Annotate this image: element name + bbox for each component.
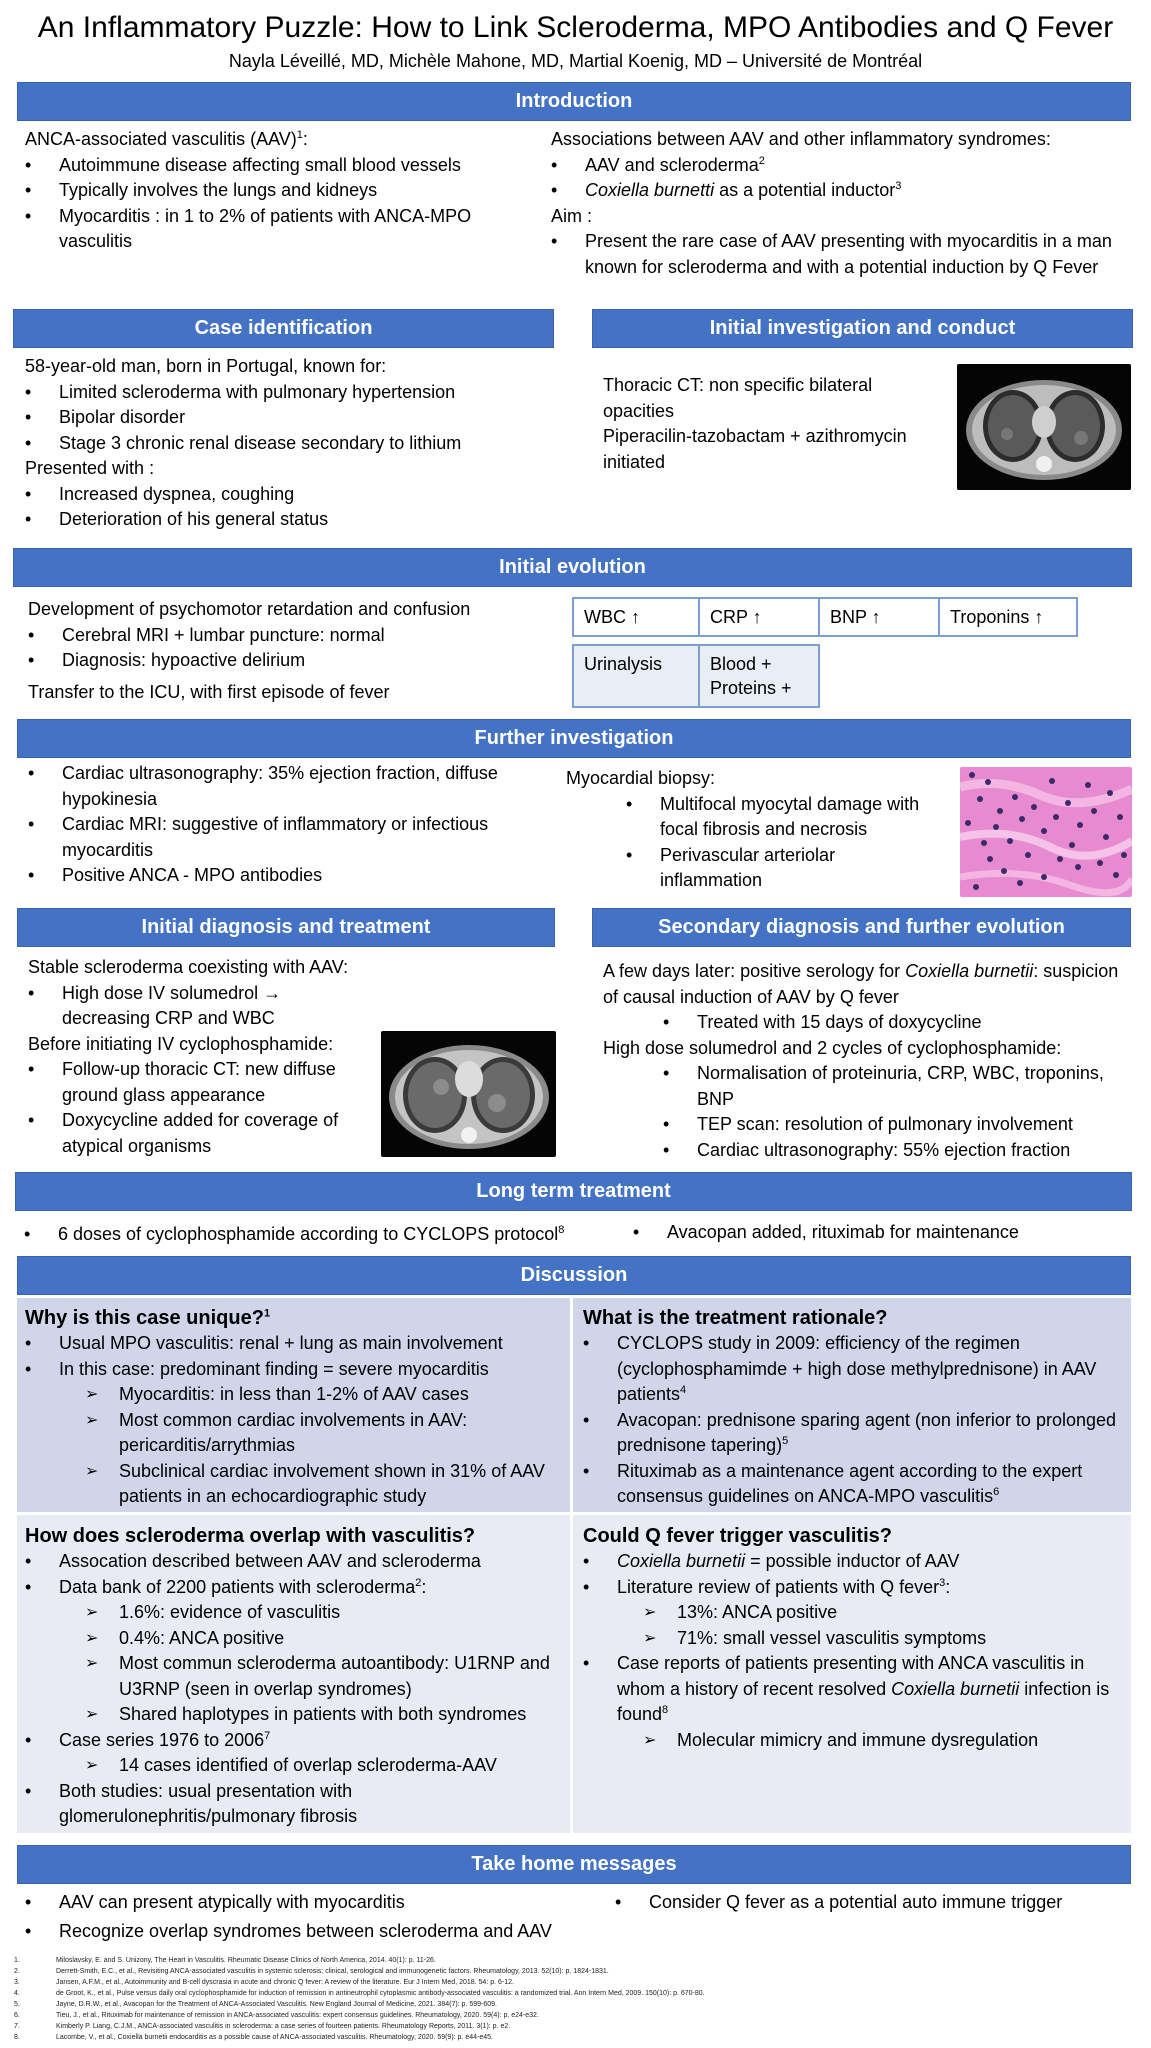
lab-cell: Urinalysis [573,645,699,707]
section-heading-further-investigation: Further investigation [17,719,1131,758]
biopsy-histology-image [960,767,1132,897]
initial-evolution-body [28,597,568,705]
case-identification-body [25,354,555,533]
reference-item: 1. Miloslavsky, E. and S. Unizony, The Heart in Vasculitis. Rheumatic Disease Clinics of North America, 2014. 40(1): p. 11-26. [14,1957,436,1964]
list-item: • Case series 1976 to 2006$^7$ [25,1728,570,1754]
list-item: • Autoimmune disease affecting small blood vessels [25,153,545,179]
initial-diagnosis-body [28,955,368,1159]
long-term-right [633,1220,1133,1246]
presented-label: Presented with : [25,458,155,478]
long-term-left [24,1222,644,1248]
reference-item: 7. Kimberly P. Liang, C.J.M., ANCA-associated vasculitis in scleroderma: a case series of fourteen patients. Rheumatology Reports, 2011. 3(1): p. e2. [14,2023,511,2030]
list-item: • Cerebral MRI + lumbar puncture: normal [28,623,568,649]
list-item: • AAV and scleroderma$^2$ [551,153,1131,179]
list-item: ➢ 1.6%: evidence of vasculitis [25,1600,570,1626]
list-item: ➢ Molecular mimicry and immune dysregulation [583,1728,1128,1754]
list-item: • Cardiac MRI: suggestive of inflammatory or infectious myocarditis [28,812,528,863]
list-item: • Typically involves the lungs and kidneys [25,178,545,204]
list-item: • CYCLOPS study in 2009: efficiency of the regimen (cyclophosphamimde + high dose methylprednisone) in AAV patients$^4$ [583,1331,1128,1408]
list-item: • Recognize overlap syndromes between scleroderma and AAV [25,1919,625,1945]
list-item: • Present the rare case of AAV presenting with myocarditis in a man known for scleroderma and with a potential induction by Q Fever [551,229,1131,280]
intro-right [551,127,1131,280]
list-item: ➢ Most common cardiac involvements in AAV: pericarditis/arrythmias [25,1408,570,1459]
reference-item: 6. Tieu, J., et al., Rituximab for maintenance of remission in ANCA-associated vasculitis: expert consensus guidelines. Rheumatology, 2020. 59(4): p. e24-e32. [14,2012,539,2019]
evolution-line: Development of psychomotor retardation and confusion [28,599,471,619]
list-item: • Rituximab as a maintenance agent according to the expert consensus guidelines on ANCA-MPO vasculitis$^6$ [583,1459,1128,1510]
list-item: • High dose IV solumedrol → decreasing CRP and WBC [28,981,368,1032]
list-item: ➢ 14 cases identified of overlap scleroderma-AAV [25,1753,570,1779]
lab-cell: Blood + Proteins + [699,645,819,707]
biopsy-title: Myocardial biopsy: [566,768,716,788]
reference-item: 3. Jansen, A.F.M., et al., Autoimmunity and B-cell dyscrasia in acute and chronic Q fever: A review of the literature. Eur J Intern Med, 2018. 54: p. 6-12. [14,1979,514,1986]
secondary-diagnosis-body [603,959,1128,1163]
aim-label: Aim : [551,205,593,226]
intro-right-title: Associations between AAV and other inflammatory syndromes: [551,129,1051,149]
list-item: • Perivascular arteriolar inflammation [566,843,936,894]
labs-table-row2 [572,644,820,708]
references-list [14,1955,705,2043]
list-item: • Positive ANCA - MPO antibodies [28,863,528,889]
list-item: • TEP scan: resolution of pulmonary involvement [603,1112,1128,1138]
list-item: ➢ 13%: ANCA positive [583,1600,1128,1626]
discussion-qfever-body [583,1523,1128,1753]
icu-transfer-line: Transfer to the ICU, with first episode of fever [28,681,390,702]
list-item: • Doxycycline added for coverage of atypical organisms [28,1108,368,1159]
list-item: • Myocarditis : in 1 to 2% of patients with ANCA-MPO vasculitis [25,204,545,255]
serology-line: A few days later: positive serology for Coxiella burnetii: suspicion of causal induction of AAV by Q fever [603,961,1119,1007]
intro-left-title: ANCA-associated vasculitis (AAV) [25,129,297,149]
section-heading-introduction: Introduction [17,82,1131,121]
list-item: • Cardiac ultrasonography: 35% ejection fraction, diffuse hypokinesia [28,761,528,812]
initial-investigation-body [603,373,933,475]
section-heading-case-identification: Case identification [13,309,554,348]
case-intro: 58-year-old man, born in Portugal, known for: [25,356,387,376]
list-item: ➢ Myocarditis: in less than 1-2% of AAV cases [25,1382,570,1408]
list-item: • Diagnosis: hypoactive delirium [28,648,568,674]
list-item: • Coxiella burnetii = possible inductor of AAV [583,1549,1128,1575]
list-item: • Data bank of 2200 patients with scleroderma$^2$: [25,1575,570,1601]
discussion-q2-title: What is the treatment rationale? [583,1307,888,1329]
ct-finding: Thoracic CT: non specific bilateral opacities [603,375,873,421]
list-item: • Bipolar disorder [25,405,555,431]
diagnosis-line: Stable scleroderma coexisting with AAV: [28,957,349,977]
section-heading-discussion: Discussion [17,1256,1131,1295]
reference-item: 5. Jayne, D.R.W., et al., Avacopan for the Treatment of ANCA-Associated Vasculitis. New England Journal of Medicine, 2021. 384(7): p. 599-609. [14,2001,497,2008]
list-item: • Limited scleroderma with pulmonary hypertension [25,380,555,406]
discussion-q1-title: Why is this case unique?$^1$ [25,1307,271,1329]
lab-cell: CRP ↑ [699,598,819,636]
antibiotics-line: Piperacilin-tazobactam + azithromycin initiated [603,426,907,472]
discussion-overlap-body [25,1523,570,1830]
section-heading-initial-investigation: Initial investigation and conduct [592,309,1133,348]
list-item: ➢ Shared haplotypes in patients with both syndromes [25,1702,570,1728]
section-heading-secondary-diagnosis: Secondary diagnosis and further evolution [592,908,1131,947]
reference-item: 2. Derrett-Smith, E.C., et al., Revisiting ANCA-associated vasculitis in systemic sclerosis: clinical, serological and immunogenetic factors. Rheumatology, 2013. 52(10): p. 1824-1831. [14,1968,609,1975]
list-item: • Consider Q fever as a potential auto immune trigger [615,1890,1135,1916]
thoracic-ct-image-2 [381,1031,556,1157]
list-item: • Coxiella burnetti as a potential inductor$^3$ [551,178,1131,204]
section-heading-take-home: Take home messages [17,1845,1131,1884]
reference-item: 8. Lacombe, V., et al., Coxiella burnetii endocarditis as a possible cause of ANCA-associated vasculitis. Rheumatology, 2020. 59(9): p. e44-e45. [14,2034,493,2041]
list-item: • 6 doses of cyclophosphamide according to CYCLOPS protocol$^8$ [24,1222,644,1248]
list-item: • Usual MPO vasculitis: renal + lung as main involvement [25,1331,570,1357]
list-item: • Multifocal myocytal damage with focal fibrosis and necrosis [566,792,936,843]
discussion-unique-body [25,1305,570,1510]
list-item: • Literature review of patients with Q fever$^3$: [583,1575,1128,1601]
list-item: • Case reports of patients presenting with ANCA vasculitis in whom a history of recent resolved Coxiella burnetii infection is found$^8$ [583,1651,1128,1728]
myocardial-biopsy-text [566,766,936,894]
list-item: • Avacopan: prednisone sparing agent (non inferior to prolonged prednisone tapering)$^5$ [583,1408,1128,1459]
list-item: • In this case: predominant finding = severe myocarditis [25,1357,570,1383]
list-item: • Avacopan added, rituximab for maintenance [633,1220,1133,1246]
list-item: ➢ 71%: small vessel vasculitis symptoms [583,1626,1128,1652]
before-cyclophosphamide-line: Before initiating IV cyclophosphamide: [28,1033,334,1054]
list-item: ➢ 0.4%: ANCA positive [25,1626,570,1652]
treatment-line: High dose solumedrol and 2 cycles of cyclophosphamide: [603,1037,1062,1058]
list-item: • Stage 3 chronic renal disease secondary to lithium [25,431,555,457]
poster-title: An Inflammatory Puzzle: How to Link Scleroderma, MPO Antibodies and Q Fever [37,11,1114,44]
discussion-rationale-body [583,1305,1128,1510]
lab-cell: WBC ↑ [573,598,699,636]
discussion-q3-title: How does scleroderma overlap with vasculitis? [25,1525,476,1547]
list-item: • AAV can present atypically with myocarditis [25,1890,625,1916]
list-item: ➢ Subclinical cardiac involvement shown in 31% of AAV patients in an echocardiographic study [25,1459,570,1510]
list-item: • Increased dyspnea, coughing [25,482,555,508]
lab-cell: BNP ↑ [819,598,939,636]
further-investigation-left [28,761,528,889]
thoracic-ct-image-1 [957,364,1131,490]
section-heading-initial-diagnosis: Initial diagnosis and treatment [17,908,555,947]
section-heading-long-term-treatment: Long term treatment [15,1172,1132,1211]
section-heading-initial-evolution: Initial evolution [13,548,1132,587]
ref-marker: 1 [296,129,303,141]
take-home-left [25,1890,625,1944]
take-home-right [615,1890,1135,1916]
list-item: • Normalisation of proteinuria, CRP, WBC, troponins, BNP [603,1061,1128,1112]
lab-cell: Troponins ↑ [939,598,1077,636]
intro-left: ANCA-associated vasculitis (AAV)$^1$: • Autoimmune disease affecting small blood vessels • Typically involves the lungs and kidneys • Myocarditis : in 1 to 2% of patients with ANCA-MPO vasculitis [25,127,545,255]
labs-table-row1 [572,597,1078,637]
list-item: • Deterioration of his general status [25,507,555,533]
list-item: • Cardiac ultrasonography: 55% ejection fraction [603,1138,1128,1164]
list-item: ➢ Most commun scleroderma autoantibody: U1RNP and U3RNP (seen in overlap syndromes) [25,1651,570,1702]
list-item: • Assocation described between AAV and scleroderma [25,1549,570,1575]
authors-line: Nayla Léveillé, MD, Michèle Mahone, MD, Martial Koenig, MD – Université de Montréal [228,51,923,71]
list-item: • Both studies: usual presentation with glomerulonephritis/pulmonary fibrosis [25,1779,570,1830]
discussion-q4-title: Could Q fever trigger vasculitis? [583,1525,892,1547]
list-item: • Follow-up thoracic CT: new diffuse ground glass appearance [28,1057,368,1108]
reference-item: 4. de Groot, K., et al., Pulse versus daily oral cyclophosphamide for induction of remission in antineutrophil cytoplasmic antibody-associated vasculitis: a randomized trial. Ann Intern Med, 2009. 150(10): p. 670-80. [14,1990,705,1997]
list-item: • Treated with 15 days of doxycycline [603,1010,1128,1036]
